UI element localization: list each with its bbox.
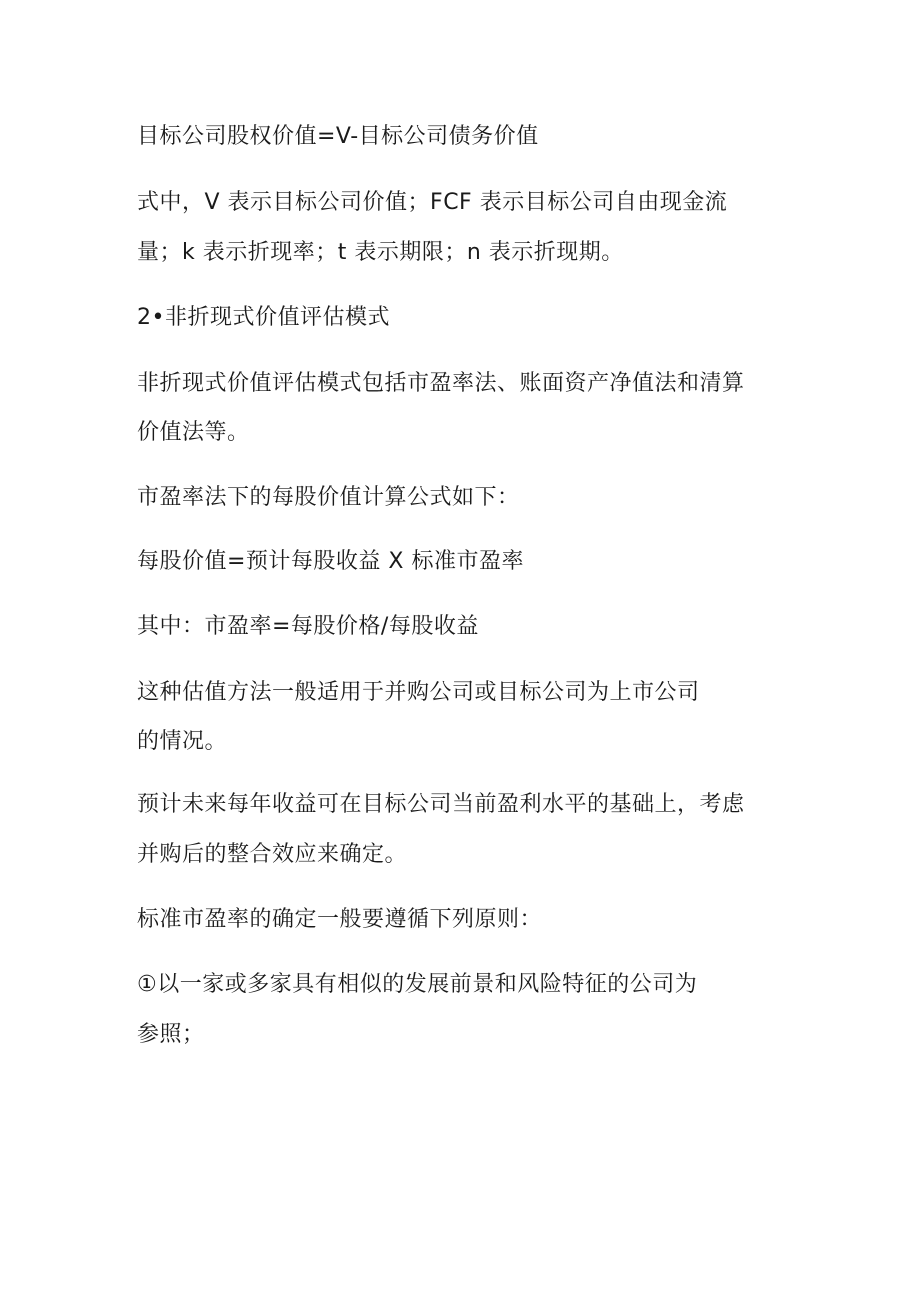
paragraph-pe-intro: 市盈率法下的每股价值计算公式如下：	[137, 485, 520, 510]
paragraph-methods-line-1: 非折现式价值评估模式包括市盈率法、账面资产净值法和清算	[137, 371, 745, 396]
paragraph-where-line-2: 量；k 表示折现率；t 表示期限；n 表示折现期。	[137, 240, 624, 265]
formula-pe-ratio: 其中：市盈率=每股价格/每股收益	[137, 614, 479, 639]
section-heading-non-discount: 2•非折现式价值评估模式	[137, 305, 390, 330]
paragraph-where-line-1: 式中，V 表示目标公司价值；FCF 表示目标公司自由现金流	[137, 190, 728, 215]
paragraph-applicability-line-2: 的情况。	[137, 729, 228, 754]
paragraph-forecast-line-1: 预计未来每年收益可在目标公司当前盈利水平的基础上，考虑	[137, 792, 745, 817]
paragraph-forecast-line-2: 并购后的整合效应来确定。	[137, 842, 408, 867]
paragraph-applicability-line-1: 这种估值方法一般适用于并购公司或目标公司为上市公司	[137, 680, 700, 705]
formula-per-share-value: 每股价值=预计每股收益 X 标准市盈率	[137, 549, 524, 574]
formula-equity-value: 目标公司股权价值=V-目标公司债务价值	[137, 124, 539, 149]
paragraph-principles-intro: 标准市盈率的确定一般要遵循下列原则：	[137, 907, 543, 932]
paragraph-methods-line-2: 价值法等。	[137, 420, 250, 445]
list-item-principle-1-line-1: ①以一家或多家具有相似的发展前景和风险特征的公司为	[137, 972, 698, 997]
list-item-principle-1-line-2: 参照；	[137, 1022, 205, 1047]
